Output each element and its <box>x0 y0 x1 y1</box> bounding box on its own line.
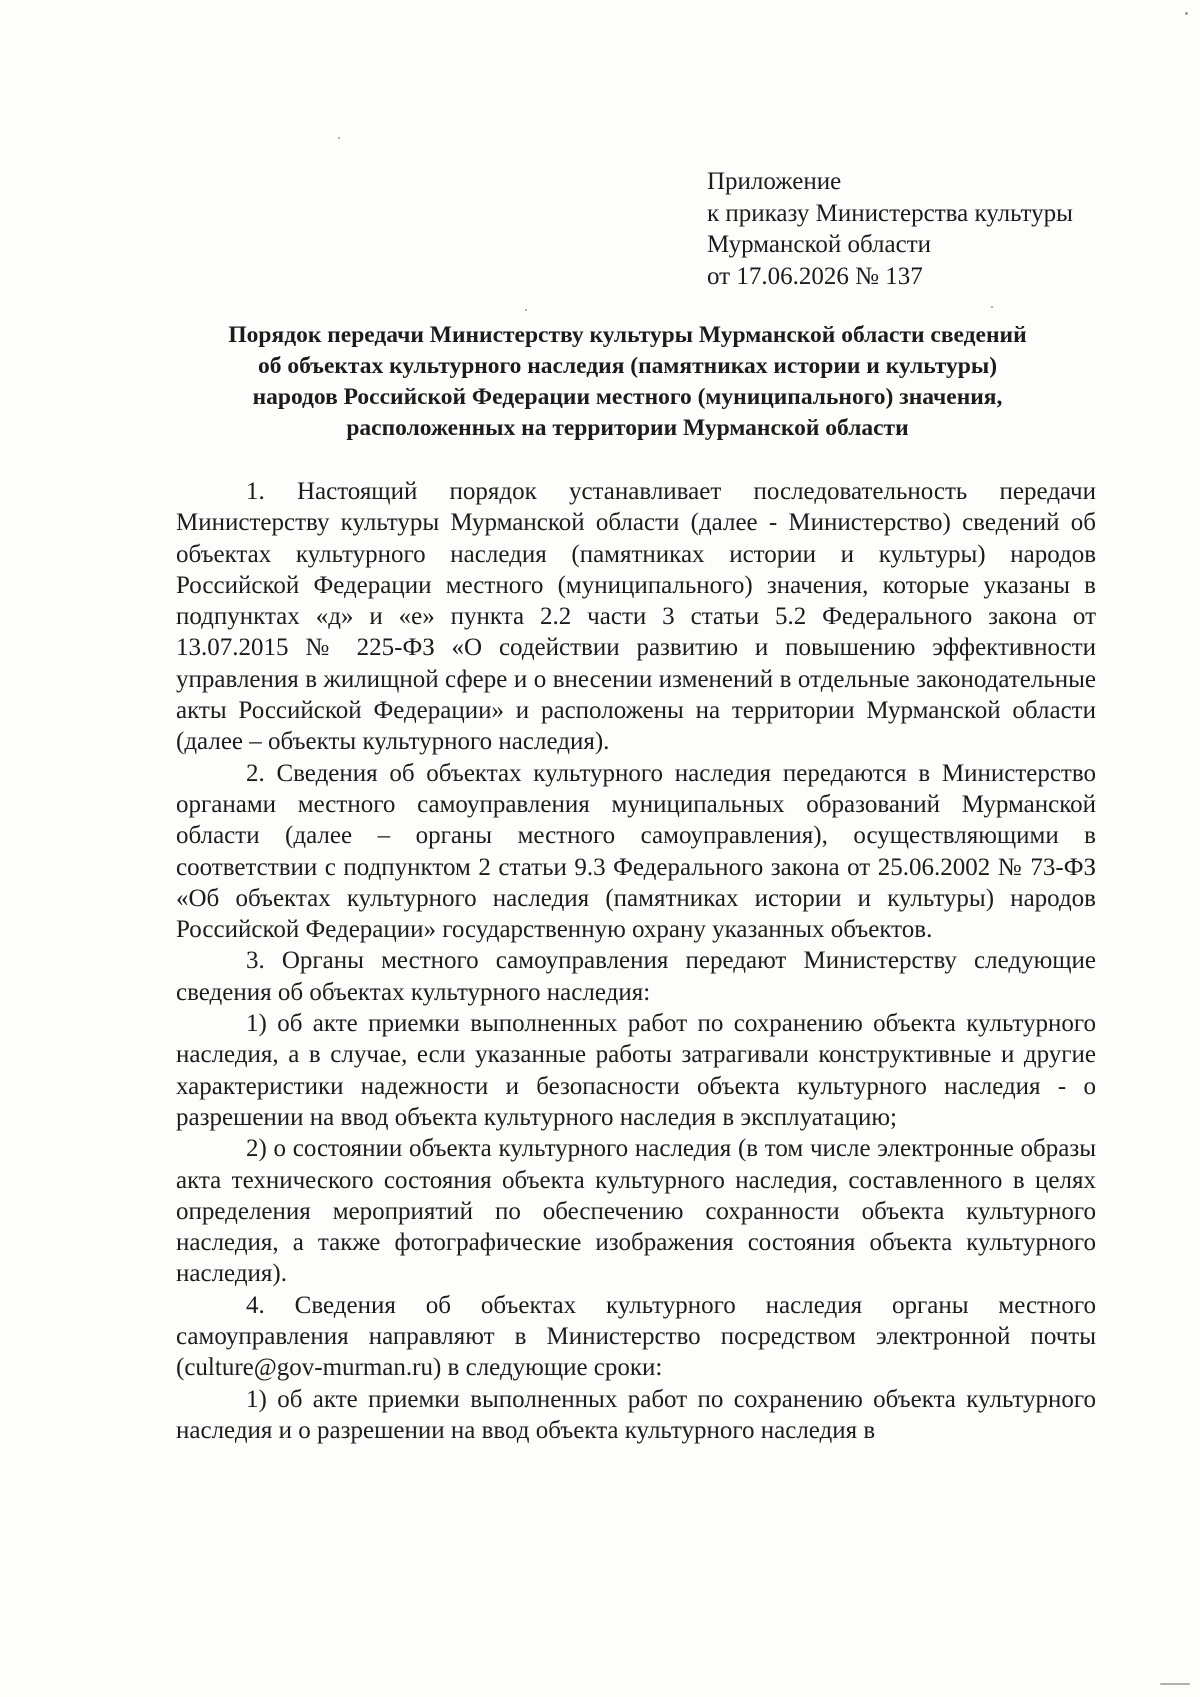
document-body <box>176 476 1096 1446</box>
title-line-1: Порядок передачи Министерству культуры Мурманской области сведений <box>228 322 1027 348</box>
paragraph-3-item-2: 2) о состоянии объекта культурного наследия (в том числе электронные образы акта технического состояния объекта культурного наследия, составленного в целях определения мероприятий по обеспечению сохранности объекта культурного наследия, а также фотографические изображения состояния объекта культурного наследия). <box>176 1135 1096 1288</box>
title-line-2: об объектах культурного наследия (памятниках истории и культуры) <box>257 353 998 379</box>
order-date-number: от 17.06.2026 № 137 <box>707 262 923 290</box>
title-line-4: расположенных на территории Мурманской области <box>346 415 909 441</box>
scan-speck <box>525 309 527 311</box>
document-title <box>160 320 1095 444</box>
order-reference: к приказу Министерства культуры <box>707 199 1073 227</box>
region-name: Мурманской области <box>707 231 932 258</box>
paragraph-4-item-1: 1) об акте приемки выполненных работ по сохранению объекта культурного наследия и о разрешении на ввод объекта культурного наследия в <box>176 1385 1096 1444</box>
paragraph-3-item-1: 1) об акте приемки выполненных работ по сохранению объекта культурного наследия, а в случае, если указанные работы затрагивали конструктивные и другие характеристики надежности и безопасности объекта культурного наследия - о разрешении на ввод объекта культурного наследия в эксплуатацию; <box>176 1010 1096 1131</box>
title-line-3: народов Российской Федерации местного (муниципального) значения, <box>252 384 1003 410</box>
paragraph-2: 2. Сведения об объектах культурного наследия передаются в Министерство органами местного самоуправления муниципальных образований Мурманской области (далее – органы местного самоуправления), осуществляющими в соответствии с подпунктом 2 статьи 9.3 Федерального закона от 25.06.2002 № 73-ФЗ «Об объектах культурного наследия (памятниках истории и культуры) народов Российской Федерации» государственную охрану указанных объектов. <box>176 759 1096 944</box>
scan-speck <box>991 306 993 308</box>
paragraph-3: 3. Органы местного самоуправления передают Министерству следующие сведения об объектах культурного наследия: <box>176 947 1096 1006</box>
appendix-header <box>707 166 1073 292</box>
scan-speck <box>1185 12 1188 15</box>
scan-speck <box>1160 1683 1190 1685</box>
scan-speck <box>338 137 340 139</box>
paragraph-4: 4. Сведения об объектах культурного наследия органы местного самоуправления направляют в Министерство посредством электронной почты (culture@gov-murman.ru) в следующие сроки: <box>176 1291 1096 1382</box>
paragraph-1: 1. Настоящий порядок устанавливает последовательность передачи Министерству культуры Мурманской области (далее - Министерство) сведений об объектах культурного наследия (памятниках истории и культуры) народов Российской Федерации местного (муниципального) значения, которые указаны в подпунктах «д» и «е» пункта 2.2 части 3 статьи 5.2 Федерального закона от 13.07.2015 № 225-ФЗ «О содействии развитию и повышению эффективности управления в жилищной сфере и о внесении изменений в отдельные законодательные акты Российской Федерации» и расположены на территории Мурманской области (далее – объекты культурного наследия). <box>176 478 1096 756</box>
appendix-label: Приложение <box>707 168 842 195</box>
